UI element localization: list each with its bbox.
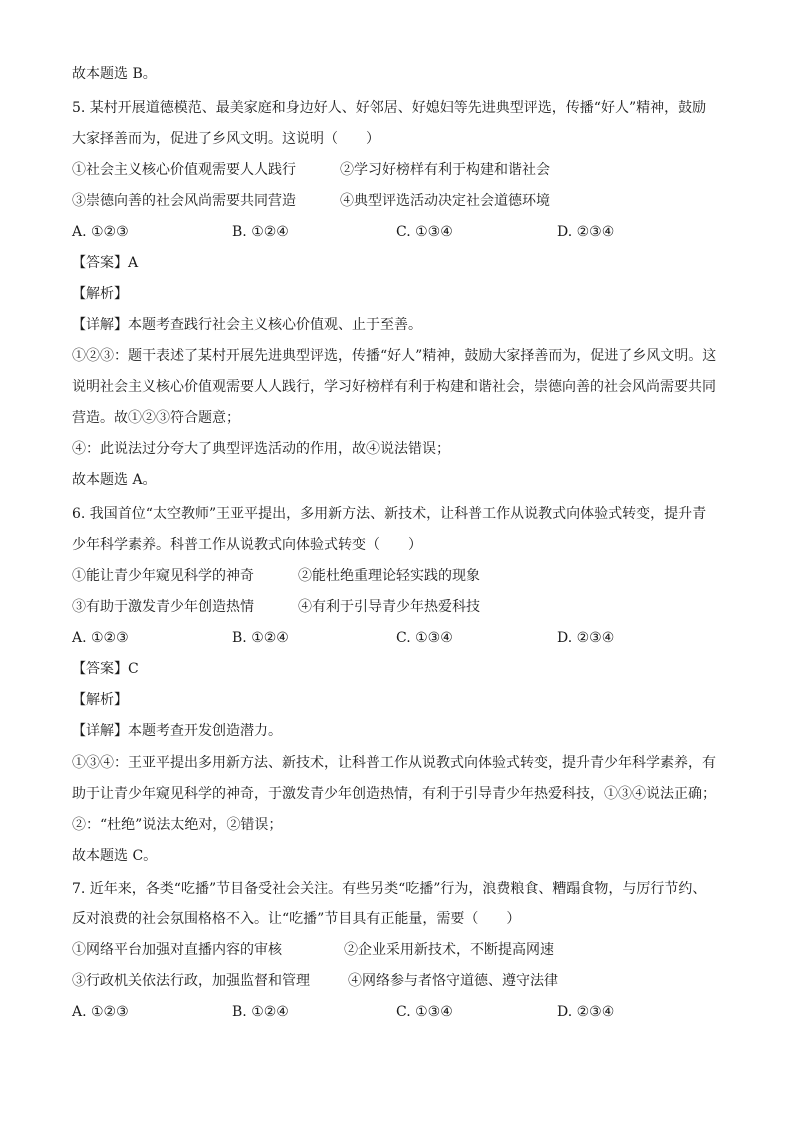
q7-choice-a: A. ①②③ — [72, 1004, 129, 1020]
q5-explanation-line-1: ①②③：题干表述了某村开展先进典型评选，传播“好人”精神，鼓励大家择善而为，促进了乡风文明。这 — [72, 348, 717, 364]
q7-choice-b: B. ①②④ — [232, 1004, 289, 1020]
q5-analysis-heading: 【解析】 — [72, 286, 128, 302]
q5-detail-heading: 【详解】本题考查践行社会主义核心价值观、止于至善。 — [72, 317, 422, 333]
q6-conclusion: 故本题选 C。 — [72, 848, 158, 864]
q5-statement-2: ②学习好榜样有利于构建和谐社会 — [340, 162, 550, 178]
q6-answer: 【答案】C — [72, 661, 139, 677]
q6-analysis-heading: 【解析】 — [72, 692, 128, 708]
q5-stem-line-2: 大家择善而为，促进了乡风文明。这说明（ ） — [72, 131, 380, 147]
q5-statement-1: ①社会主义核心价值观需要人人践行 — [72, 162, 296, 178]
q7-statement-3: ③行政机关依法行政，加强监督和管理 — [72, 973, 310, 989]
q6-statement-1: ①能让青少年窥见科学的神奇 — [72, 568, 254, 584]
prev-conclusion: 故本题选 B。 — [72, 66, 157, 82]
q6-explanation-line-2: 助于让青少年窥见科学的神奇，于激发青少年创造热情，有利于引导青少年热爱科技，①③④说法正确； — [72, 786, 716, 802]
q7-statement-2: ②企业采用新技术，不断提高网速 — [344, 942, 554, 958]
q6-statement-2: ②能杜绝重理论轻实践的现象 — [298, 568, 480, 584]
q7-choice-c: C. ①③④ — [396, 1004, 453, 1020]
q7-statement-4: ④网络参与者恪守道德、遵守法律 — [348, 973, 558, 989]
q7-choice-d: D. ②③④ — [557, 1004, 615, 1020]
q5-explanation-line-2: 说明社会主义核心价值观需要人人践行，学习好榜样有利于构建和谐社会，崇德向善的社会风尚需要共同 — [72, 379, 716, 395]
q6-statement-4: ④有利于引导青少年热爱科技 — [298, 599, 480, 615]
q6-choice-b: B. ①②④ — [232, 630, 289, 646]
q6-explanation-line-3: ②：“杜绝”说法太绝对，②错误； — [72, 817, 283, 833]
q6-explanation-line-1: ①③④：王亚平提出多用新方法、新技术，让科普工作从说教式向体验式转变，提升青少年科学素养，有 — [72, 755, 716, 771]
q6-stem-line-2: 少年科学素养。科普工作从说教式向体验式转变（ ） — [72, 537, 422, 553]
q5-answer: 【答案】A — [72, 255, 139, 271]
q6-choice-a: A. ①②③ — [72, 630, 129, 646]
q5-explanation-line-3: 营造。故①②③符合题意； — [72, 410, 240, 426]
q5-choice-c: C. ①③④ — [396, 224, 453, 240]
q5-choice-b: B. ①②④ — [232, 224, 289, 240]
q6-detail-heading: 【详解】本题考查开发创造潜力。 — [72, 723, 282, 739]
q5-choice-d: D. ②③④ — [557, 224, 615, 240]
q5-stem-line-1: 5. 某村开展道德模范、最美家庭和身边好人、好邻居、好媳妇等先进典型评选，传播“好人”精神，鼓励 — [72, 100, 707, 116]
q6-statement-3: ③有助于激发青少年创造热情 — [72, 599, 254, 615]
q5-statement-3: ③崇德向善的社会风尚需要共同营造 — [72, 193, 296, 209]
q5-choice-a: A. ①②③ — [72, 224, 129, 240]
q5-explanation-line-4: ④：此说法过分夸大了典型评选活动的作用，故④说法错误； — [72, 441, 450, 457]
q5-conclusion: 故本题选 A。 — [72, 472, 157, 488]
q6-choice-d: D. ②③④ — [557, 630, 615, 646]
q6-choice-c: C. ①③④ — [396, 630, 453, 646]
q7-stem-line-1: 7. 近年来，各类“吃播”节目备受社会关注。有些另类“吃播”行为，浪费粮食、糟蹋食物，与厉行节约、 — [72, 881, 707, 897]
q6-stem-line-1: 6. 我国首位“太空教师”王亚平提出，多用新方法、新技术，让科普工作从说教式向体验式转变，提升青 — [72, 506, 707, 522]
q5-statement-4: ④典型评选活动决定社会道德环境 — [340, 193, 550, 209]
q7-stem-line-2: 反对浪费的社会氛围格格不入。让“吃播”节目具有正能量，需要（ ） — [72, 911, 521, 927]
q7-statement-1: ①网络平台加强对直播内容的审核 — [72, 942, 282, 958]
